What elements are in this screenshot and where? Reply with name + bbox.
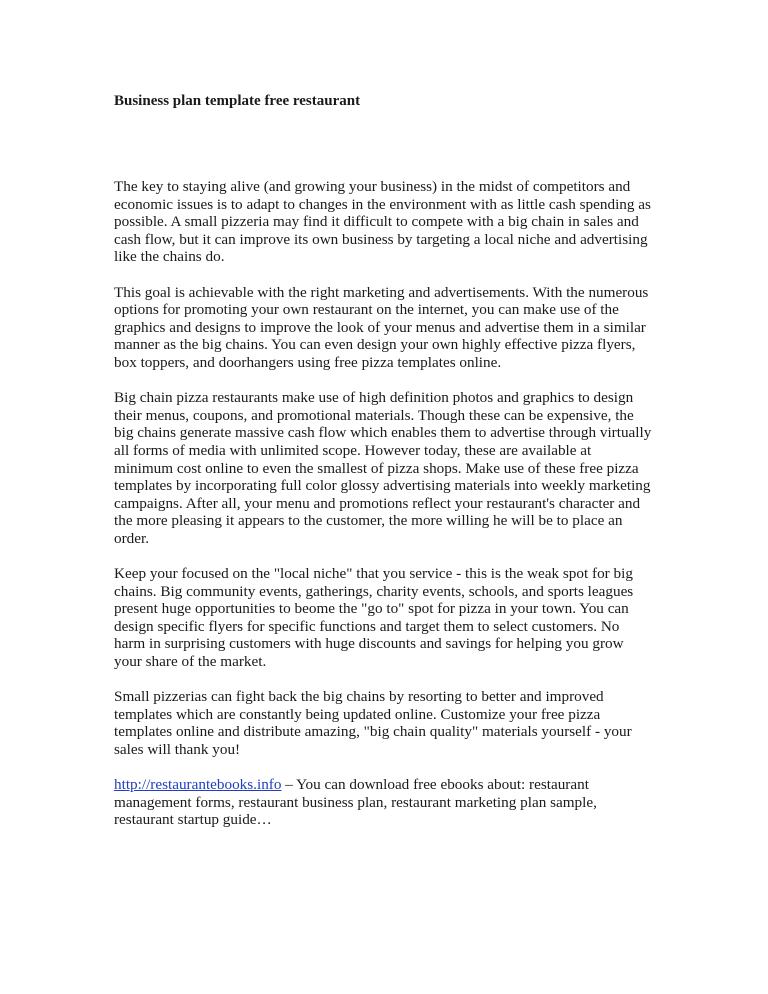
footer-paragraph bbox=[114, 776, 654, 829]
paragraph-5: Small pizzerias can fight back the big chains by resorting to better and improved templates which are constantly being updated online. Customize your free pizza templates online and distribute amazing, "big chain quality" materials yourself - your sales will thank you! bbox=[114, 688, 632, 758]
paragraph-1: The key to staying alive (and growing your business) in the midst of competitors and economic issues is to adapt to changes in the environment with as little cash spending as possible. A small pizzeria may find it difficult to compete with a big chain in sales and cash flow, but it can improve its own business by targeting a local niche and advertising like the chains do. bbox=[114, 178, 651, 266]
paragraph-4: Keep your focused on the "local niche" that you service - this is the weak spot for big chains. Big community events, gatherings, charity events, schools, and sports leagues present huge opportunities to beome the "go to" spot for pizza in your town. You can design specific flyers for specific functions and target them to select customers. No harm in surprising customers with huge discounts and savings for helping you grow your share of the market. bbox=[114, 565, 634, 671]
paragraph-3: Big chain pizza restaurants make use of high definition photos and graphics to design their menus, coupons, and promotional materials. Though these can be expensive, the big chains generate massive cash flow which enables them to advertise through virtually all forms of media with unlimited scope. However today, these are available at minimum cost online to even the smallest of pizza shops. Make use of these free pizza templates by incorporating full color glossy advertising materials into weekly marketing campaigns. After all, your menu and promotions reflect your restaurant's character and the more pleasing it appears to the customer, the more willing he will be to place an order. bbox=[114, 389, 652, 547]
paragraph-2: This goal is achievable with the right marketing and advertisements. With the numerous options for promoting your own restaurant on the internet, you can make use of the graphics and designs to improve the look of your menus and advertise them in a similar manner as the big chains. You can even design your own highly effective pizza flyers, box toppers, and doorhangers using free pizza templates online. bbox=[114, 283, 649, 371]
footer-text: – You can download free ebooks about: restaurant management forms, restaurant business plan, restaurant marketing plan sample, restaurant startup guide… bbox=[114, 776, 597, 829]
restaurantebooks-link[interactable]: http://restaurantebooks.info bbox=[114, 776, 282, 794]
document-title: Business plan template free restaurant bbox=[114, 93, 361, 109]
document-body bbox=[114, 178, 654, 847]
